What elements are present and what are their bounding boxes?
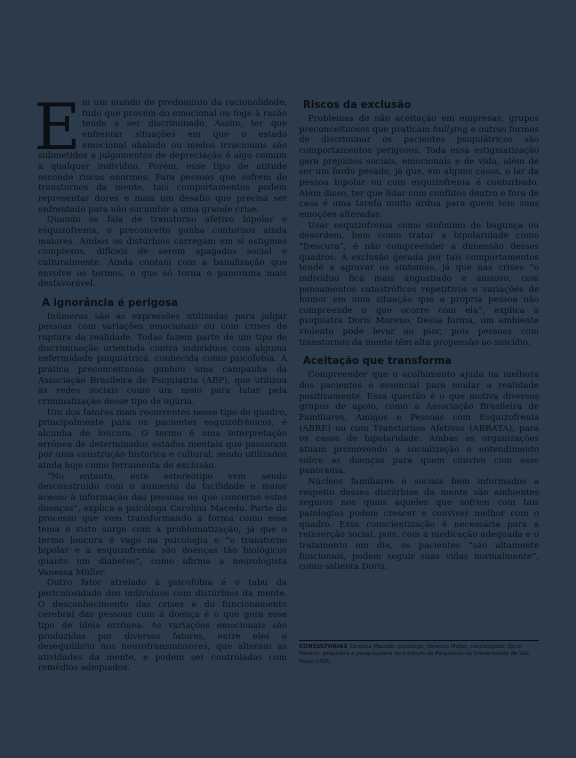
bullying-term: bullying — [432, 124, 468, 135]
consultorias-credits — [299, 640, 539, 666]
left-column — [34, 91, 287, 674]
right-column — [299, 98, 539, 573]
intro-paragraph-2: Quando se fala de transtorno afetivo bipolar e esquizofrenia, o preconceito ganha contornos ainda maiores. Ambos os distúrbios carregam em si estigmas complexos, difíceis de serem apagados social e culturalmente. Ainda contam com a banalização que envolve os termos, o que só torna o panorama mais desfavorável. — [38, 215, 287, 290]
consultorias-text: Carolina Macedo, psicóloga; Vanessa Müller, neurologista; Doris Moreno, psiquiatra e pesquisadora do Instituto de Psiquiatria da Universidade de São Paulo (USP). — [299, 644, 530, 665]
section-heading-riscos: Riscos da exclusão — [303, 100, 411, 111]
section-heading-ignorancia: A ignorância é perigosa — [42, 297, 178, 309]
ignorancia-paragraph-3: “No entanto, este estereótipo vem sendo desconstruído com o aumento da facilidade e maior acesso à informação das pessoas ao que concerne estas doenças”, explica a psicóloga Carolina Macedo. Parte do processo que vem transformando a forma como esse tema é visto surge com a problematização, já que o termo loucura é vago na psicologia e “o transtorno bipolar e a esquizofrenia são doenças tão biológicos quanto um diabetes”, como afirma a neurologista Vanessa Müller. — [38, 471, 287, 578]
drop-cap: E — [34, 91, 81, 165]
aceitacao-paragraph-1: Compreender que o acolhimento ajuda na melhora dos pacientes é essencial para mudar a realidade positivamente. Essa questão é o que motiva diversos grupos de apoio, como a Associação Brasileira de Familiares, Amigos e Pessoas com Esquizofrenia (ABRE) ou com Transtornos Afetivos (ABRATA), para os casos de bipolaridade. Ambas as organizações atuam promovendo a socialização e entendimento sobre as doenças para quem convive com esse panorama. — [299, 370, 539, 477]
ignorancia-paragraph-1: Inúmeras são as expressões utilizadas para julgar pessoas com variações emocionais ou com crises de ruptura da realidade. Todas fazem parte de um tipo de discriminação orientada contra indivíduos com alguma enfermidade psiquiátrica, conhecida como psicofobia. A prática preconceituosa ganhou uma campanha da Associação Brasileira de Psiquiatria (ABP), que utilizou as redes sociais como um meio para lutar pela criminalização desse tipo de injúria. — [38, 311, 287, 408]
riscos-p1-text-a: Problemas de não aceitação em empresas, grupos preconceituosos que praticam — [299, 114, 539, 135]
riscos-paragraph-2: Usar esquizofrenia como sinônimo de bagunça ou desordem, bem como tratar a bipolaridade como “frescura”, é não compreender a dimensão desses quadros. A exclusão gerada por tais comportamentos tende a agravar os sintomas, já que nas crises “o indivíduo fica mais angustiado e ansioso, com pensamentos catastróficos repetitivos e variações de humor em uma situação que a própria pessoa não compreende o que ocorre com ela”, explica a psiquiatra Doris Moreno. Dessa forma, um ambiente violento pode levar ao pior, pois pessoas com transtornos da mente têm alta propensão ao suicídio. — [299, 220, 539, 348]
section-heading-aceitacao: Aceitação que transforma — [303, 356, 452, 368]
consultorias-label: CONSULTORIAS — [299, 644, 348, 650]
intro-paragraph-1: m um mundo de predomínio da racionalidade, tudo que provém do emocional ou foge à razão tende a ser discriminado. Assim, ter que enfrentar situações em que o estado emocional abalado ou medos irracionais são submetidos a julgamentos de depreciação é algo comum a qualquer indivíduo. Porém, esse tipo de atitude esconde riscos enormes. Para pessoas que sofrem de transtornos da mente, tais comportamentos podem representar dores e mais um desafio que precisa ser enfrentado para não sucumbir a uma grande crise. — [38, 98, 287, 215]
ignorancia-paragraph-2: Um dos fatores mais recorrentes nesse tipo de quadro, principalmente para os pacientes esquizofrênicos, é alcunha de loucura. O termo é uma interpretação errônea de determinados estados mentais que passaram por uma construção histórica e cultural, sendo utilizados ainda hoje como ferramenta de exclusão. — [38, 407, 287, 471]
riscos-paragraph-1 — [299, 114, 539, 221]
riscos-p1-text-b: e outras formas de discriminar os pacientes psiquiátricos são comportamentos perigosos. Toda essa estigmatização gera prejuízos sociais, emocionais e de vida, além de ser um fardo pesado, já que, em alguns casos, o lar da pessoa bipolar ou com esquizofrenia é conturbado. Além disso, ter que lidar com conflitos dentro e fora de casa é uma tarefa muito árdua para quem tem suas emoções alteradas. — [299, 124, 540, 220]
ignorancia-paragraph-4: Outro fator atrelado à psicofobia é o tabu da periculosidade dos indivíduos com distúrbios da mente. O desconhecimento das crises e do funcionamento cerebral das pessoas com a doença é o que gera esse tipo de ideia errônea. As variações emocionais são produzidas por diversos fatores, entre eles o desequilíbrio nos neurotransmissores, que alteram as atividades da mente, e podem ser controladas com remédios adequados. — [38, 578, 287, 674]
aceitacao-paragraph-2: Núcleos familiares e sociais bem informados a respeito desses distúrbios da mente são ambientes seguros nos quais aqueles que sofrem com tais patologias podem crescer e conviver melhor com o quadro. Essa conscientização é necessária para a reinserção social, pois, com a medicação adequada e o tratamento em dia, os pacientes “são altamente funcionais, podem seguir suas vidas normalmente”, como salienta Doris. — [299, 477, 539, 573]
